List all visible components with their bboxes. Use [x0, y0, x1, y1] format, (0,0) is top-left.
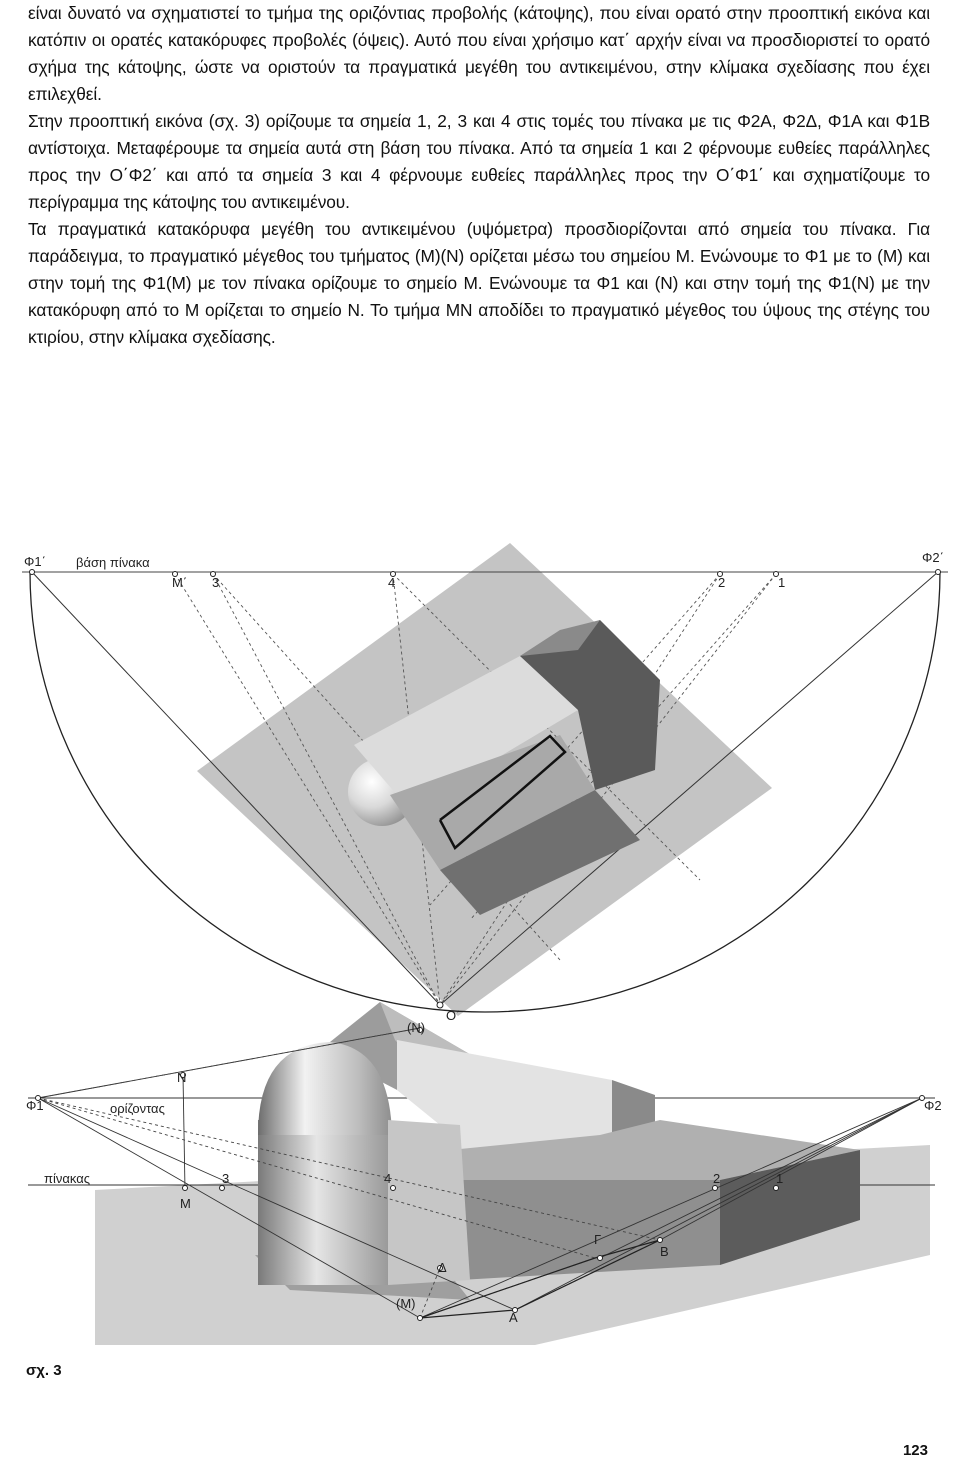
label-b: Β — [660, 1244, 669, 1259]
label-n: Ν — [177, 1070, 187, 1085]
paragraph-3: Τα πραγματικά κατακόρυφα μεγέθη του αντικειμένου (υψόμετρα) προσδιορίζονται από σημεία του πίνακα. Για παράδειγμα, το πραγματικό μέγεθος του τμήματος (Μ)(Ν) ορίζεται μέσω του σημείου Μ. Ενώνουμε το Φ1 με το (Μ) και στην τομή της Φ1(Μ) με τον πίνακα ορίζουμε το σημείο Μ. Ενώνουμε τα Φ1 και (Ν) και στην τομή της Φ1(Ν) με την κατακόρυφη από το Μ ορίζεται το σημείο Ν. Το τμήμα ΜΝ αποδίδει το πραγματικό μέγεθος του ύψους της στέγης του κτιρίου, στην κλίμακα σχεδίασης. — [28, 219, 930, 347]
label-delta: Δ — [438, 1260, 447, 1275]
label-f2: Φ2 — [924, 1098, 942, 1113]
label-bottom-2: 2 — [713, 1171, 721, 1186]
label-a: Α — [509, 1310, 518, 1325]
label-horizon: ορίζοντας — [110, 1101, 165, 1116]
label-m-paren: (Μ) — [396, 1296, 416, 1311]
perspective-diagram — [26, 1002, 942, 1345]
figure-caption: σχ. 3 — [26, 1362, 62, 1379]
label-bottom-4: 4 — [384, 1171, 392, 1186]
label-top-4: 4 — [388, 575, 396, 590]
label-n-paren: (Ν) — [407, 1020, 426, 1035]
perspective-figure — [0, 530, 960, 1350]
label-top-1: 1 — [778, 575, 786, 590]
label-top-2: 2 — [718, 575, 726, 590]
label-bottom-1: 1 — [776, 1171, 784, 1186]
label-gamma: Γ — [594, 1232, 602, 1247]
paragraph-1: είναι δυνατό να σχηματιστεί το τμήμα της οριζόντιας προβολής (κάτοψης), που είναι ορατό στην προοπτική εικόνα και κατόπιν οι ορατές κατακόρυφες προβολές (όψεις). Αυτό που είναι χρήσιμο κατ΄ αρχήν είναι να προσδιοριστεί το ορατό σχήμα της κάτοψης, ώστε να οριστούν τα πραγματικά μεγέθη του αντικειμένου, στην κλίμακα σχεδίασης που έχει επιλεχθεί. — [28, 3, 930, 104]
cylinder-body — [258, 1120, 388, 1285]
label-picture-plane: πίνακας — [44, 1171, 90, 1186]
paragraph-2: Στην προοπτική εικόνα (σχ. 3) ορίζουμε τα σημεία 1, 2, 3 και 4 στις τομές του πίνακα με τις Φ2Α, Φ2Δ, Φ1Α και Φ1Β αντίστοιχα. Μεταφέρουμε τα σημεία αυτά στη βάση του πίνακα. Από τα σημεία 1 και 2 φέρνουμε ευθείες παράλληλες προς την Ο΄Φ2΄ και από τα σημεία 3 και 4 φέρνουμε ευθείες παράλληλες προς την Ο΄Φ1΄ και σχηματίζουμε το περίγραμμα της κάτοψης του αντικειμένου. — [28, 111, 930, 212]
label-base-line: βάση πίνακα — [76, 555, 150, 570]
label-bottom-3: 3 — [222, 1171, 230, 1186]
plan-view-diagram — [22, 543, 948, 1023]
label-f2-prime: Φ2΄ — [922, 550, 944, 565]
label-f1-prime: Φ1΄ — [24, 554, 46, 569]
label-m-prime: Μ΄ — [172, 575, 188, 590]
label-m: Μ — [180, 1196, 191, 1211]
label-top-3: 3 — [212, 575, 220, 590]
label-f1: Φ1 — [26, 1098, 44, 1113]
body-text — [28, 0, 930, 351]
cylinder-wall-right — [388, 1120, 470, 1285]
page-number: 123 — [902, 1442, 928, 1459]
label-o-prime: Ο΄ — [446, 1008, 461, 1023]
